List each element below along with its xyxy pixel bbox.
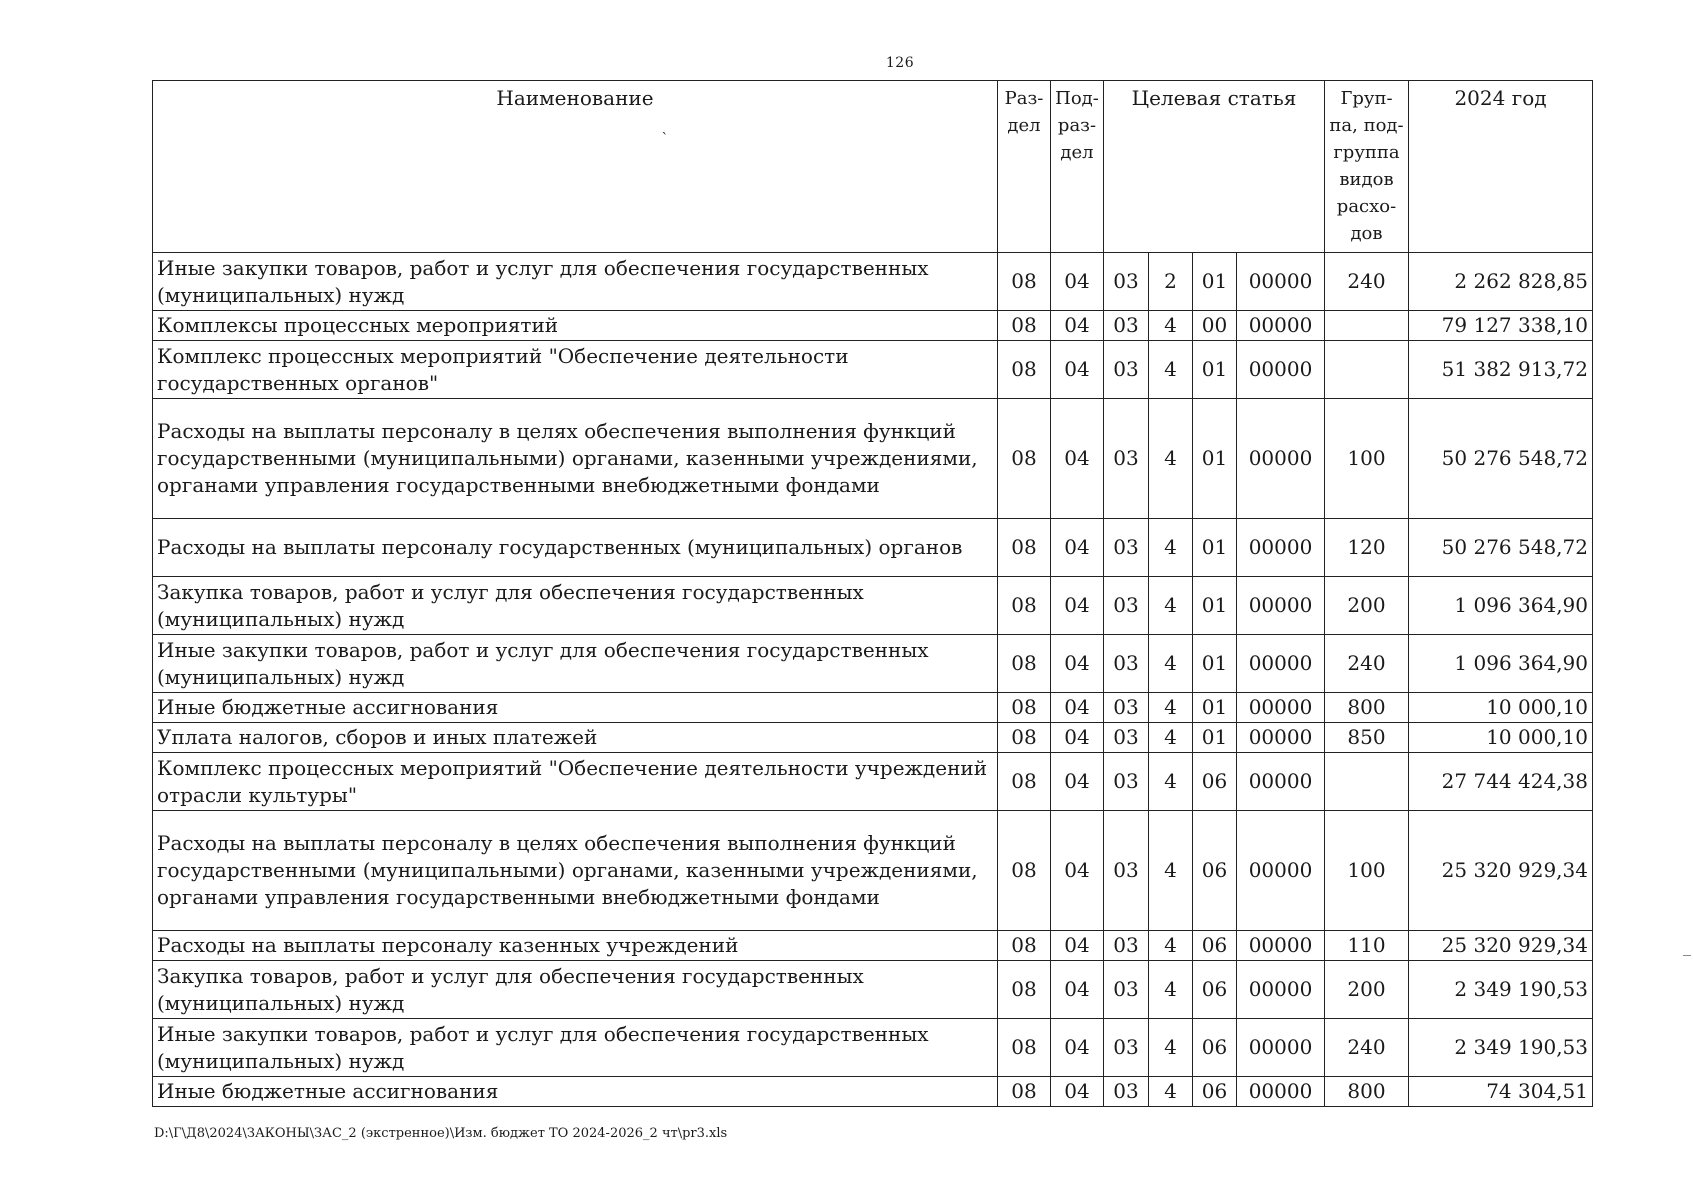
cell-c4: 00000 [1237, 341, 1325, 399]
table-row [153, 1019, 1593, 1077]
cell-c2: 4 [1149, 519, 1193, 577]
cell-name: Расходы на выплаты персоналу государственных (муниципальных) органов [153, 519, 998, 577]
cell-name: Иные бюджетные ассигнования [153, 693, 998, 723]
cell-rz: 08 [998, 961, 1051, 1019]
cell-pr: 04 [1051, 253, 1104, 311]
cell-pr: 04 [1051, 693, 1104, 723]
cell-c2: 4 [1149, 635, 1193, 693]
cell-c4: 00000 [1237, 311, 1325, 341]
cell-c2: 4 [1149, 723, 1193, 753]
table-row [153, 811, 1593, 931]
cell-amount: 2 262 828,85 [1409, 253, 1593, 311]
cell-amount: 1 096 364,90 [1409, 577, 1593, 635]
cell-name: Иные бюджетные ассигнования [153, 1077, 998, 1107]
cell-c1: 03 [1104, 577, 1149, 635]
cell-pr: 04 [1051, 753, 1104, 811]
cell-vr [1325, 753, 1409, 811]
table-row [153, 311, 1593, 341]
cell-c3: 06 [1193, 931, 1237, 961]
cell-c2: 2 [1149, 253, 1193, 311]
cell-c2: 4 [1149, 341, 1193, 399]
cell-c3: 06 [1193, 961, 1237, 1019]
cell-c4: 00000 [1237, 635, 1325, 693]
cell-rz: 08 [998, 693, 1051, 723]
cell-vr: 800 [1325, 1077, 1409, 1107]
cell-vr: 100 [1325, 399, 1409, 519]
cell-name: Расходы на выплаты персоналу в целях обеспечения выполнения функций государственными (муниципальными) органами, казенными учреждениями, органами управления государственными внебюджетными фондами [153, 399, 998, 519]
cell-pr: 04 [1051, 931, 1104, 961]
cell-c1: 03 [1104, 519, 1149, 577]
table-row [153, 753, 1593, 811]
cell-c2: 4 [1149, 311, 1193, 341]
header-subsection: Под-раз-дел [1051, 81, 1104, 253]
cell-c2: 4 [1149, 1019, 1193, 1077]
cell-c3: 00 [1193, 311, 1237, 341]
cell-vr: 100 [1325, 811, 1409, 931]
cell-c1: 03 [1104, 1019, 1149, 1077]
cell-amount: 79 127 338,10 [1409, 311, 1593, 341]
cell-name: Иные закупки товаров, работ и услуг для обеспечения государственных (муниципальных) нужд [153, 635, 998, 693]
cell-amount: 27 744 424,38 [1409, 753, 1593, 811]
cell-c3: 01 [1193, 635, 1237, 693]
cell-amount: 10 000,10 [1409, 723, 1593, 753]
cell-c4: 00000 [1237, 693, 1325, 723]
cell-name: Закупка товаров, работ и услуг для обеспечения государственных (муниципальных) нужд [153, 961, 998, 1019]
cell-c1: 03 [1104, 1077, 1149, 1107]
cell-name: Уплата налогов, сборов и иных платежей [153, 723, 998, 753]
cell-amount: 25 320 929,34 [1409, 931, 1593, 961]
cell-c4: 00000 [1237, 811, 1325, 931]
header-year: 2024 год [1409, 81, 1593, 253]
cell-rz: 08 [998, 1019, 1051, 1077]
cell-vr: 110 [1325, 931, 1409, 961]
cell-pr: 04 [1051, 341, 1104, 399]
cell-pr: 04 [1051, 961, 1104, 1019]
cell-c2: 4 [1149, 1077, 1193, 1107]
cell-pr: 04 [1051, 311, 1104, 341]
cell-c4: 00000 [1237, 1019, 1325, 1077]
cell-c1: 03 [1104, 253, 1149, 311]
cell-rz: 08 [998, 931, 1051, 961]
cell-amount: 51 382 913,72 [1409, 341, 1593, 399]
cell-rz: 08 [998, 253, 1051, 311]
cell-vr: 240 [1325, 1019, 1409, 1077]
cell-pr: 04 [1051, 519, 1104, 577]
cell-c4: 00000 [1237, 931, 1325, 961]
cell-pr: 04 [1051, 723, 1104, 753]
cell-name: Расходы на выплаты персоналу казенных учреждений [153, 931, 998, 961]
cell-name: Иные закупки товаров, работ и услуг для обеспечения государственных (муниципальных) нужд [153, 1019, 998, 1077]
cell-c1: 03 [1104, 723, 1149, 753]
cell-vr: 800 [1325, 693, 1409, 723]
table-row [153, 519, 1593, 577]
cell-pr: 04 [1051, 577, 1104, 635]
table-row [153, 399, 1593, 519]
cell-c3: 01 [1193, 253, 1237, 311]
cell-c1: 03 [1104, 931, 1149, 961]
cell-c3: 06 [1193, 1077, 1237, 1107]
cell-c3: 01 [1193, 519, 1237, 577]
header-target: Целевая статья [1104, 81, 1325, 253]
cell-rz: 08 [998, 1077, 1051, 1107]
cell-rz: 08 [998, 753, 1051, 811]
cell-c2: 4 [1149, 399, 1193, 519]
cell-c4: 00000 [1237, 519, 1325, 577]
cell-name: Комплексы процессных мероприятий [153, 311, 998, 341]
scan-edge-mark [1683, 955, 1691, 956]
cell-rz: 08 [998, 811, 1051, 931]
table-row [153, 635, 1593, 693]
cell-amount: 2 349 190,53 [1409, 961, 1593, 1019]
cell-amount: 10 000,10 [1409, 693, 1593, 723]
cell-vr: 200 [1325, 961, 1409, 1019]
header-name: Наименование ` [153, 81, 998, 253]
cell-c4: 00000 [1237, 399, 1325, 519]
cell-c1: 03 [1104, 961, 1149, 1019]
cell-vr: 240 [1325, 253, 1409, 311]
cell-c1: 03 [1104, 753, 1149, 811]
cell-c2: 4 [1149, 961, 1193, 1019]
table-row [153, 931, 1593, 961]
cell-c3: 01 [1193, 399, 1237, 519]
table-row [153, 253, 1593, 311]
cell-rz: 08 [998, 635, 1051, 693]
cell-c3: 01 [1193, 577, 1237, 635]
cell-name: Комплекс процессных мероприятий "Обеспечение деятельности государственных органов" [153, 341, 998, 399]
header-group: Груп-па, под-группа видов расхо-дов [1325, 81, 1409, 253]
cell-name: Закупка товаров, работ и услуг для обеспечения государственных (муниципальных) нужд [153, 577, 998, 635]
cell-amount: 25 320 929,34 [1409, 811, 1593, 931]
cell-c2: 4 [1149, 577, 1193, 635]
cell-c4: 00000 [1237, 961, 1325, 1019]
cell-vr [1325, 311, 1409, 341]
cell-pr: 04 [1051, 1019, 1104, 1077]
cell-c4: 00000 [1237, 253, 1325, 311]
table-row [153, 961, 1593, 1019]
cell-rz: 08 [998, 519, 1051, 577]
footer-file-path: D:\Г\Д8\2024\ЗАКОНЫ\ЗАС_2 (экстренное)\Изм. бюджет ТО 2024-2026_2 чт\pr3.xls [154, 1126, 728, 1141]
cell-vr: 120 [1325, 519, 1409, 577]
cell-name: Расходы на выплаты персоналу в целях обеспечения выполнения функций государственными (муниципальными) органами, казенными учреждениями, органами управления государственными внебюджетными фондами [153, 811, 998, 931]
cell-c1: 03 [1104, 399, 1149, 519]
cell-pr: 04 [1051, 1077, 1104, 1107]
table-header-row [153, 81, 1593, 253]
cell-c4: 00000 [1237, 577, 1325, 635]
table-row [153, 1077, 1593, 1107]
page-number: 126 [885, 55, 915, 71]
cell-pr: 04 [1051, 635, 1104, 693]
cell-c3: 06 [1193, 753, 1237, 811]
cell-c3: 01 [1193, 723, 1237, 753]
cell-amount: 2 349 190,53 [1409, 1019, 1593, 1077]
cell-c2: 4 [1149, 693, 1193, 723]
cell-rz: 08 [998, 723, 1051, 753]
cell-vr: 850 [1325, 723, 1409, 753]
cell-rz: 08 [998, 311, 1051, 341]
cell-c3: 01 [1193, 693, 1237, 723]
cell-rz: 08 [998, 341, 1051, 399]
table-row [153, 723, 1593, 753]
cell-c4: 00000 [1237, 1077, 1325, 1107]
cell-name: Комплекс процессных мероприятий "Обеспечение деятельности учреждений отрасли культуры" [153, 753, 998, 811]
cell-c4: 00000 [1237, 723, 1325, 753]
cell-c2: 4 [1149, 811, 1193, 931]
cell-amount: 50 276 548,72 [1409, 399, 1593, 519]
table-body [153, 253, 1593, 1107]
cell-c1: 03 [1104, 635, 1149, 693]
cell-c4: 00000 [1237, 753, 1325, 811]
cell-c2: 4 [1149, 753, 1193, 811]
cell-vr: 240 [1325, 635, 1409, 693]
cell-rz: 08 [998, 399, 1051, 519]
table-row [153, 341, 1593, 399]
cell-c1: 03 [1104, 341, 1149, 399]
cell-c3: 06 [1193, 811, 1237, 931]
cell-amount: 1 096 364,90 [1409, 635, 1593, 693]
cell-pr: 04 [1051, 811, 1104, 931]
cell-c1: 03 [1104, 693, 1149, 723]
cell-amount: 74 304,51 [1409, 1077, 1593, 1107]
cell-c3: 06 [1193, 1019, 1237, 1077]
table-row [153, 577, 1593, 635]
cell-c1: 03 [1104, 311, 1149, 341]
cell-rz: 08 [998, 577, 1051, 635]
header-section: Раз-дел [998, 81, 1051, 253]
budget-table [152, 80, 1593, 1107]
cell-name: Иные закупки товаров, работ и услуг для обеспечения государственных (муниципальных) нужд [153, 253, 998, 311]
cell-amount: 50 276 548,72 [1409, 519, 1593, 577]
cell-vr [1325, 341, 1409, 399]
cell-c1: 03 [1104, 811, 1149, 931]
table-row [153, 693, 1593, 723]
cell-c2: 4 [1149, 931, 1193, 961]
cell-pr: 04 [1051, 399, 1104, 519]
cell-vr: 200 [1325, 577, 1409, 635]
cell-c3: 01 [1193, 341, 1237, 399]
